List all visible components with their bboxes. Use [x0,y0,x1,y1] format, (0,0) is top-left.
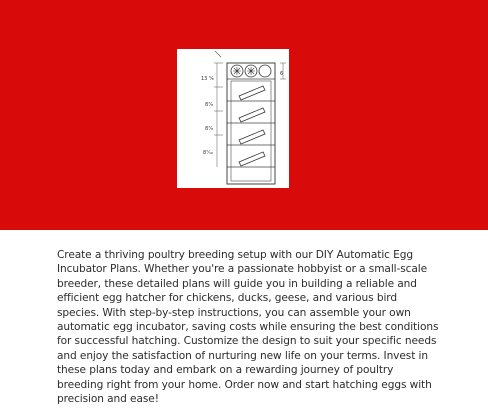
incubator-plan-drawing [177,49,289,188]
incubator-plan-svg [177,49,289,188]
dimension-label-right: 6 [280,71,284,77]
egg-tray [239,108,265,122]
product-description: Create a thriving poultry breeding setup with our DIY Automatic Egg Incubator Plans. Whether you're a passionate hobbyist or a small-scale breeder, these detailed plans will guide you in building a reliable and efficient egg hatcher for chickens, ducks, geese, and various bird species. With step-by-step instructions, you can assemble your own automatic egg incubator, saving costs while ensuring the best conditions for successful hatching. Customize the design to suit your specific needs and enjoy the satisfaction of nurturing new life on your terms. Invest in these plans today and embark on a rewarding journey of poultry breeding right from your home. Order now and start hatching eggs with precision and ease! [57,249,439,406]
lamp-icon [259,65,271,77]
dimension-label-shelf-3: 8⁷⁄₁₆ [203,150,214,156]
egg-tray [239,152,265,166]
egg-tray [239,130,265,144]
dimension-label-shelf-2: 8⁷⁄₈ [205,126,214,132]
dimension-label-top: 13 ⁵⁄₈ [201,76,214,82]
dimension-label-shelf-1: 8⁷⁄₈ [205,102,214,108]
egg-tray [239,86,265,100]
